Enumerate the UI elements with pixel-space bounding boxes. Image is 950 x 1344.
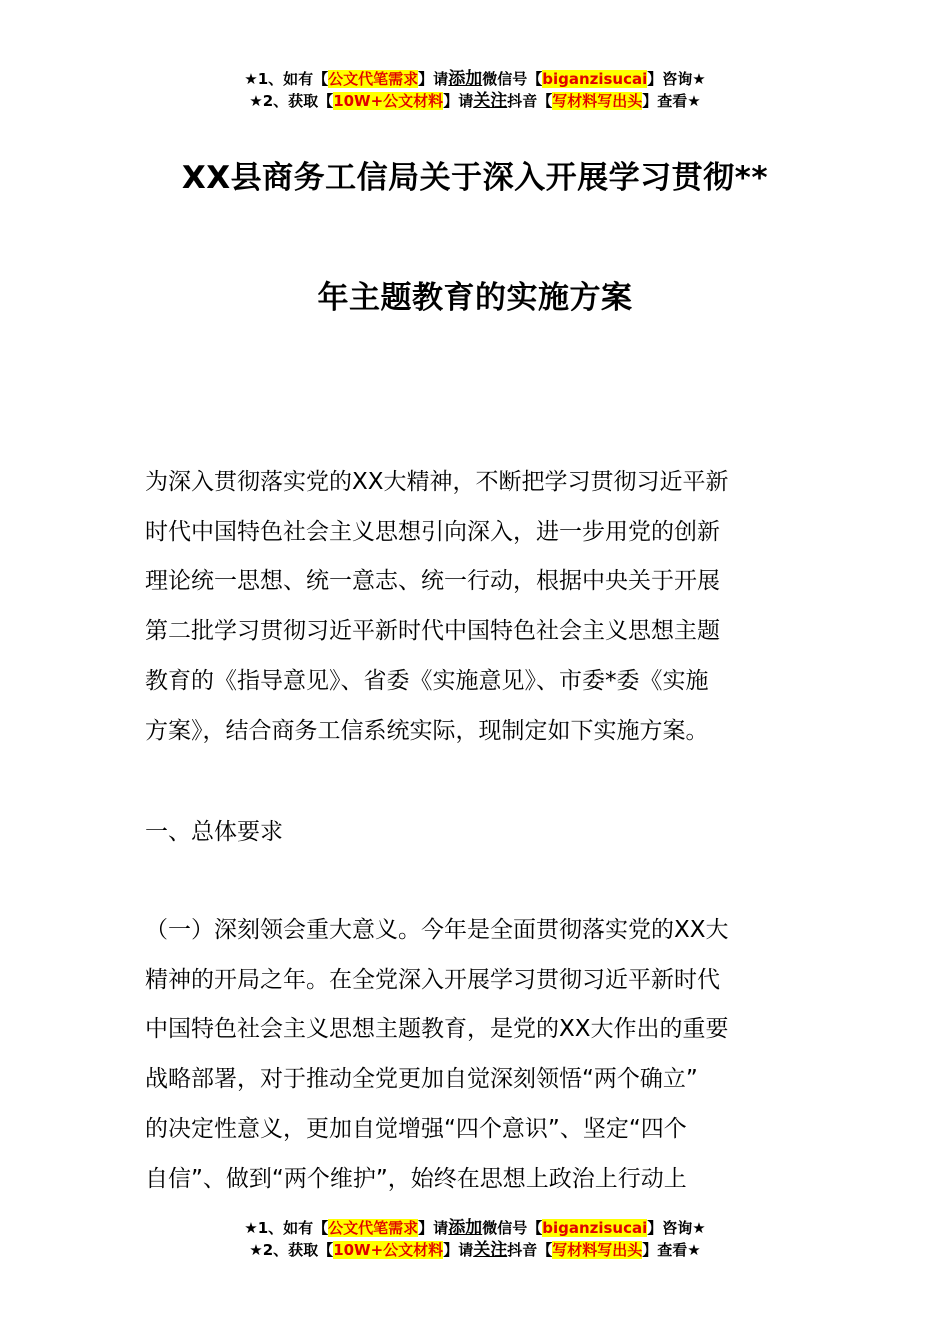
- paragraph-line: 教育的《指导意见》、省委《实施意见》、市委*委《实施: [145, 667, 709, 694]
- banner-text: 】请: [443, 92, 474, 110]
- section-heading: 一、总体要求: [145, 819, 283, 845]
- paragraph-line: 的决定性意义，更加自觉增强“四个意识”、坚定“四个: [145, 1115, 687, 1142]
- banner-text: ★2、获取【: [249, 92, 334, 110]
- banner-highlight: 写材料写出头: [552, 92, 643, 110]
- paragraph-line: 精神的开局之年。在全党深入开展学习贯彻习近平新时代: [145, 966, 720, 993]
- banner-emphasis: 关注: [473, 91, 508, 111]
- paragraph-line: 战略部署，对于推动全党更加自觉深刻领悟“两个确立”: [145, 1066, 698, 1093]
- banner-highlight: 写材料写出头: [552, 1241, 643, 1259]
- promo-line-1: [0, 68, 950, 90]
- banner-text: 】请: [443, 1241, 474, 1259]
- subsection-paragraph: [145, 906, 815, 1204]
- paragraph-line: 理论统一思想、统一意志、统一行动，根据中央关于开展: [145, 568, 720, 595]
- promo-banner-top: [0, 68, 950, 112]
- promo-banner-bottom: [0, 1217, 950, 1261]
- paragraph-line: （一）深刻领会重大意义。今年是全面贯彻落实党的XX大: [145, 917, 729, 943]
- banner-text: 】查看★: [642, 1241, 701, 1259]
- banner-text: 】咨询★: [647, 70, 706, 88]
- banner-text: 抖音【: [507, 92, 553, 110]
- banner-text: 】请: [418, 70, 449, 88]
- banner-highlight: biganzisucai: [542, 1219, 648, 1237]
- paragraph-line: 第二批学习贯彻习近平新时代中国特色社会主义思想主题: [145, 618, 720, 645]
- banner-text: 】请: [418, 1219, 449, 1237]
- banner-text: ★1、如有【: [244, 70, 329, 88]
- banner-text: 抖音【: [507, 1241, 553, 1259]
- document-title-line-2: 年主题教育的实施方案: [317, 280, 633, 316]
- banner-emphasis: 关注: [473, 1240, 508, 1260]
- paragraph-line: 中国特色社会主义思想主题教育，是党的XX大作出的重要: [145, 1016, 729, 1043]
- banner-text: 】咨询★: [647, 1219, 706, 1237]
- banner-text: 微信号【: [482, 1219, 543, 1237]
- banner-text: ★2、获取【: [249, 1241, 334, 1259]
- banner-highlight: 10W+公文材料: [333, 92, 444, 110]
- promo-line-2: [0, 90, 950, 112]
- paragraph-line: 自信”、做到“两个维护”，始终在思想上政治上行动上: [145, 1165, 687, 1192]
- banner-emphasis: 添加: [448, 1218, 483, 1238]
- banner-highlight: biganzisucai: [542, 70, 648, 88]
- paragraph-line: 为深入贯彻落实党的XX大精神，不断把学习贯彻习近平新: [145, 469, 729, 495]
- promo-line-2: [0, 1239, 950, 1261]
- banner-highlight: 10W+公文材料: [333, 1241, 444, 1259]
- banner-highlight: 公文代笔需求: [328, 70, 419, 88]
- intro-paragraph: [145, 458, 815, 756]
- paragraph-line: 方案》，结合商务工信系统实际，现制定如下实施方案。: [145, 717, 709, 744]
- banner-emphasis: 添加: [448, 69, 483, 89]
- banner-text: ★1、如有【: [244, 1219, 329, 1237]
- banner-text: 微信号【: [482, 70, 543, 88]
- paragraph-line: 时代中国特色社会主义思想引向深入，进一步用党的创新: [145, 518, 720, 545]
- banner-highlight: 公文代笔需求: [328, 1219, 419, 1237]
- banner-text: 】查看★: [642, 92, 701, 110]
- promo-line-1: [0, 1217, 950, 1239]
- document-title-line-1: XX县商务工信局关于深入开展学习贯彻**: [181, 160, 769, 196]
